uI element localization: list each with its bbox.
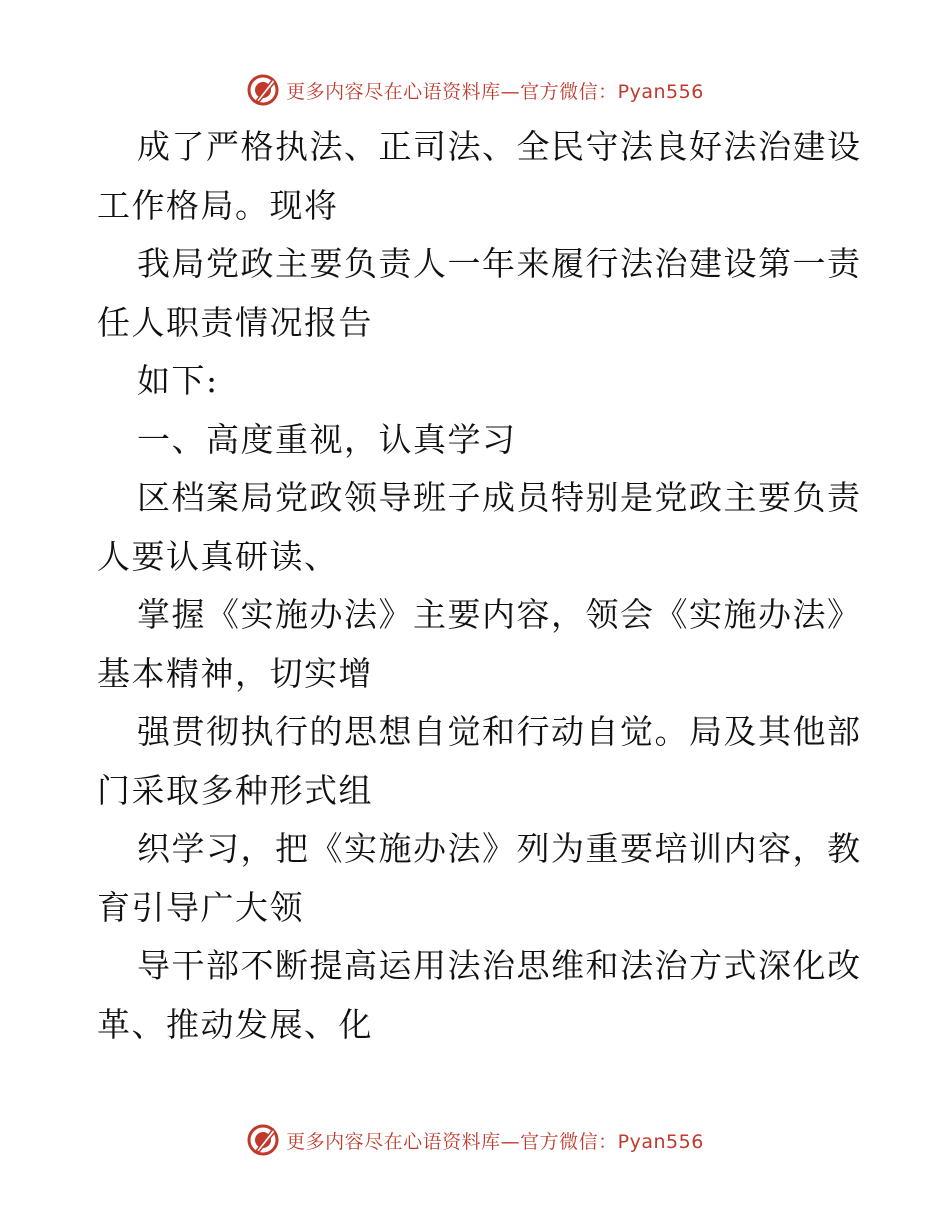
paragraph-line: 工作格局。现将: [97, 185, 339, 225]
paragraph-line: 成了严格执法、正司法、全民守法良好法治建设: [137, 127, 862, 166]
paragraph-line: 织学习，把《实施办法》列为重要培训内容，教: [137, 829, 862, 868]
header-watermark: [0, 70, 950, 110]
watermark-separator: —: [500, 1130, 521, 1153]
paragraph-line: 人要认真研读、: [97, 536, 339, 576]
paragraph-line: 导干部不断提高运用法治思维和法治方式深化改: [137, 946, 862, 985]
footer-watermark: [0, 1120, 950, 1160]
watermark-group: [246, 73, 704, 107]
watermark-brand: 更多内容尽在心语资料库: [286, 1130, 501, 1153]
paragraph-line: 如下:: [137, 361, 219, 400]
watermark-text: [286, 77, 704, 104]
watermark-contact: 官方微信：Pyan556: [520, 1130, 704, 1153]
paragraph-line: 区档案局党政领导班子成员特别是党政主要负责: [137, 478, 862, 517]
quill-seal-icon: [246, 73, 280, 107]
paragraph-line: 基本精神，切实增: [97, 653, 373, 693]
watermark-text: [286, 1127, 704, 1154]
paragraph-line: 掌握《实施办法》主要内容，领会《实施办法》: [137, 595, 862, 634]
paragraph-line: 育引导广大领: [97, 887, 304, 927]
paragraph-line: 强贯彻执行的思想自觉和行动自觉。局及其他部: [137, 712, 862, 751]
paragraph-line: 革、推动发展、化: [97, 1004, 373, 1044]
document-body: [97, 118, 862, 1054]
section-heading: 一、高度重视，认真学习: [137, 419, 517, 459]
paragraph-line: 任人职责情况报告: [97, 302, 373, 342]
watermark-contact: 官方微信：Pyan556: [520, 80, 704, 103]
watermark-brand: 更多内容尽在心语资料库: [286, 80, 501, 103]
paragraph-line: 我局党政主要负责人一年来履行法治建设第一责: [137, 244, 862, 283]
paragraph-line: 门采取多种形式组: [97, 770, 373, 810]
watermark-separator: —: [500, 80, 521, 103]
quill-seal-icon: [246, 1123, 280, 1157]
watermark-group: [246, 1123, 704, 1157]
